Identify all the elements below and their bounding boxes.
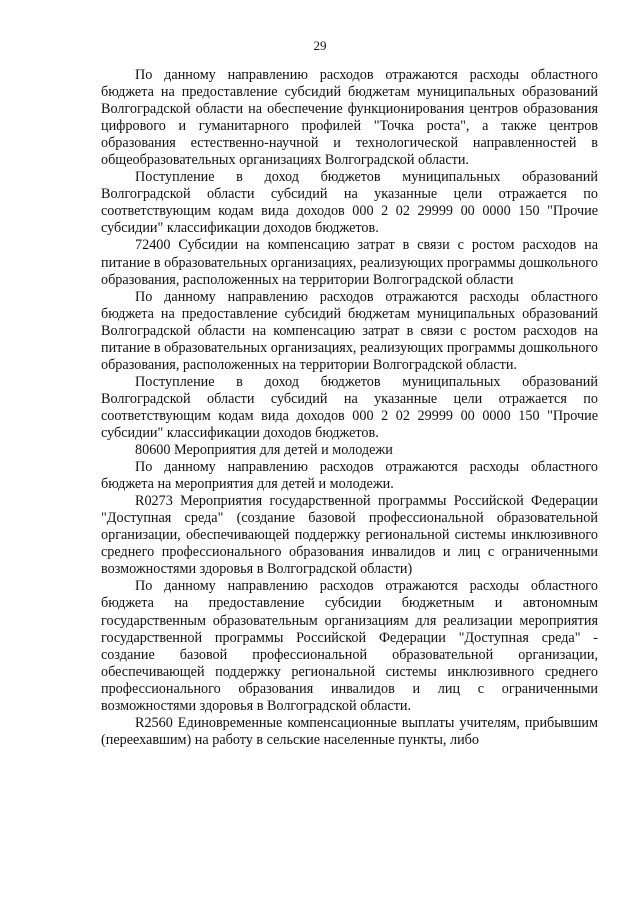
paragraph-tochka-rosta-description: По данному направлению расходов отражаются расходы областного бюджета на предоставление субсидий бюджетам муниципальных образований Волгоградской области на обеспечение функционирования центров образования цифрового и гуманитарного профилей "Точка роста", а также центров образования естественно-научной и технологической направленностей в общеобразовательных организациях Волгоградской области. bbox=[101, 67, 598, 169]
page-number: 29 bbox=[313, 38, 327, 53]
heading-r0273: R0273 Мероприятия государственной программы Российской Федерации "Доступная среда" (создание базовой профессиональной образовательной организации, обеспечивающей поддержку региональной системы инклюзивного среднего профессионального образования инвалидов и лиц с ограниченными возможностями здоровья в Волгоградской области) bbox=[101, 493, 598, 578]
paragraph-72400-description: По данному направлению расходов отражаются расходы областного бюджета на предоставление субсидий бюджетам муниципальных образований Волгоградской области на компенсацию затрат в связи с ростом расходов на питание в образовательных организациях, реализующих программы дошкольного образования, расположенных на территории Волгоградской области. bbox=[101, 288, 598, 373]
heading-72400: 72400 Субсидии на компенсацию затрат в связи с ростом расходов на питание в образовательных организациях, реализующих программы дошкольного образования, расположенных на территории Волгоградской области bbox=[101, 237, 598, 288]
heading-80600: 80600 Мероприятия для детей и молодежи bbox=[135, 442, 393, 459]
paragraph-revenue-note-1: Поступление в доход бюджетов муниципальных образований Волгоградской области субсидий на указанные цели отражается по соответствующим кодам вида доходов 000 2 02 29999 00 0000 150 "Прочие субсидии" классификации доходов бюджетов. bbox=[101, 169, 598, 237]
paragraph-revenue-note-2: Поступление в доход бюджетов муниципальных образований Волгоградской области субсидий на указанные цели отражается по соответствующим кодам вида доходов 000 2 02 29999 00 0000 150 "Прочие субсидии" классификации доходов бюджетов. bbox=[101, 373, 598, 441]
paragraph-r0273-description: По данному направлению расходов отражаются расходы областного бюджета на предоставление субсидии бюджетным и автономным государственным образовательным организациям для реализации мероприятия государственной программы Российской Федерации "Доступная среда" - создание базовой профессиональной образовательной организации, обеспечивающей поддержку региональной системы инклюзивного среднего профессионального образования инвалидов и лиц с ограниченными возможностями здоровья в Волгоградской области. bbox=[101, 578, 598, 714]
document-body bbox=[101, 67, 598, 749]
heading-r2560: R2560 Единовременные компенсационные выплаты учителям, прибывшим (переехавшим) на работу в сельские населенные пункты, либо bbox=[101, 714, 598, 748]
paragraph-80600-description: По данному направлению расходов отражаются расходы областного бюджета на мероприятия для детей и молодежи. bbox=[101, 459, 598, 493]
